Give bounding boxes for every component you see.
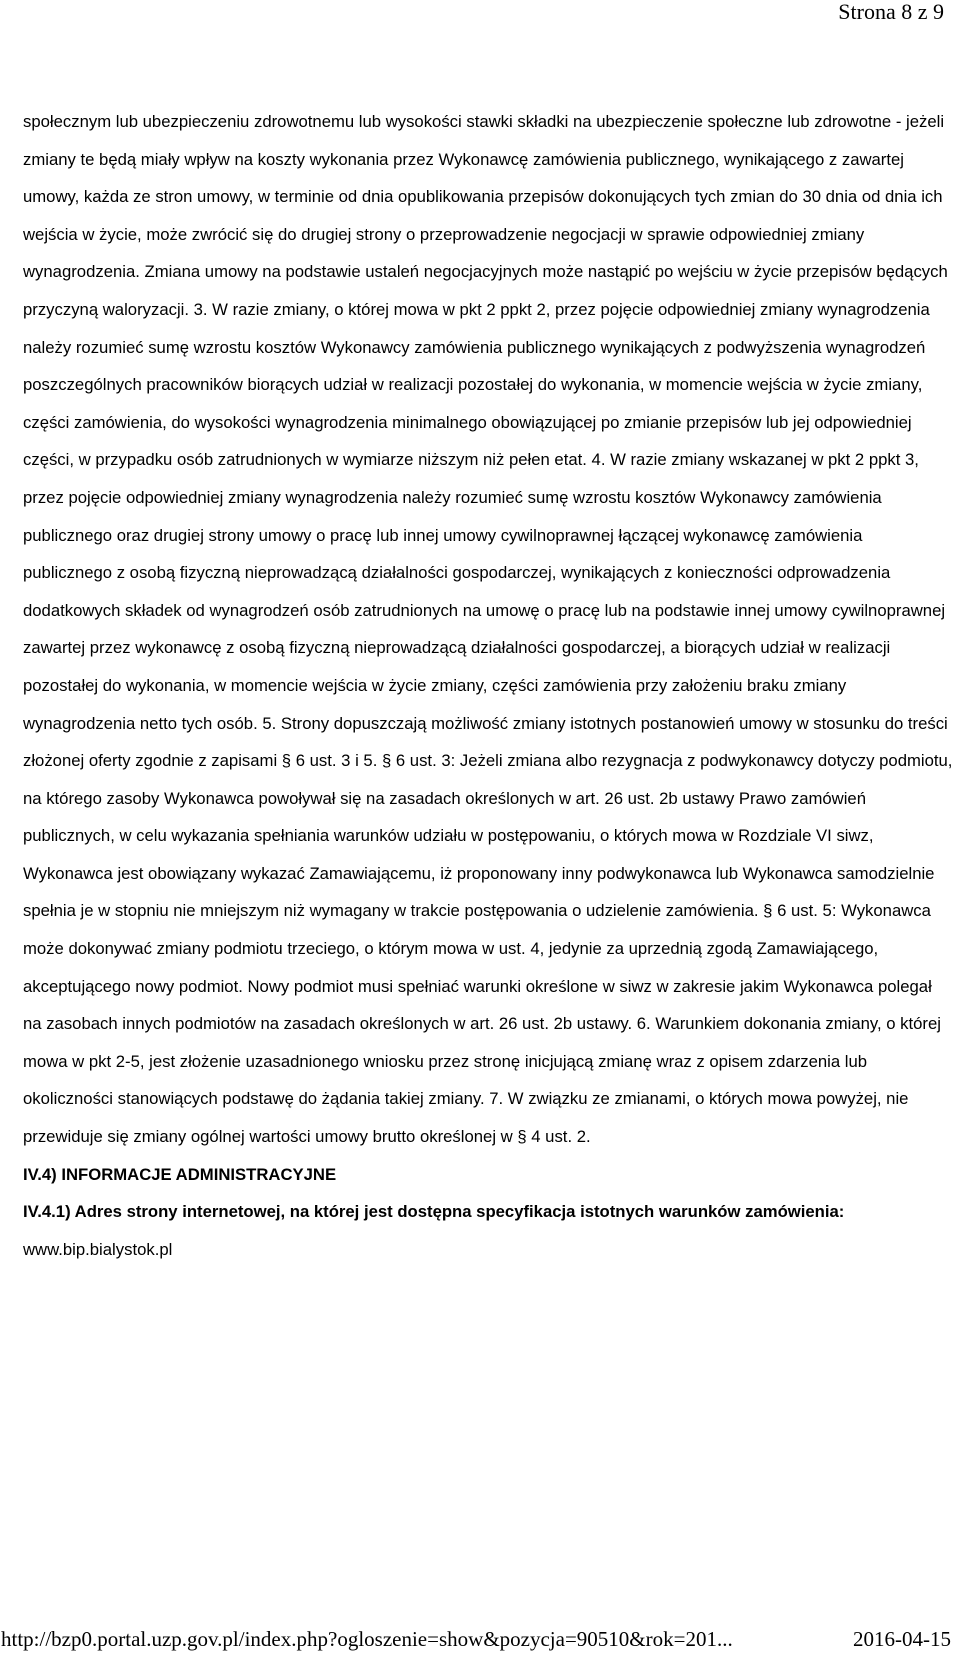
contract-changes-paragraph: społecznym lub ubezpieczeniu zdrowotnemu lub wysokości stawki składki na ubezpieczenie społeczne lub zdrowotne - jeżeli zmiany te będą miały wpływ na koszty wykonania przez Wykonawcę zamówienia publicznego, wynikającego z zawartej umowy, każda ze stron umowy, w terminie od dnia opublikowania przepisów dokonujących tych zmian do 30 dnia od dnia ich wejścia w życie, może zwrócić się do drugiej strony o przeprowadzenie negocjacji w sprawie odpowiedniej zmiany wynagrodzenia. Zmiana umowy na podstawie ustaleń negocjacyjnych może nastąpić po wejściu w życie przepisów będących przyczyną waloryzacji. 3. W razie zmiany, o której mowa w pkt 2 ppkt 2, przez pojęcie odpowiedniej zmiany wynagrodzenia należy rozumieć sumę wzrostu kosztów Wykonawcy zamówienia publicznego wynikających z podwyższenia wynagrodzeń poszczególnych pracowników biorących udział w realizacji pozostałej do wykonania, w momencie wejścia w życie zmiany, części zamówienia, do wysokości wynagrodzenia minimalnego obowiązującej po zmianie przepisów lub jej odpowiedniej części, w przypadku osób zatrudnionych w wymiarze niższym niż pełen etat. 4. W razie zmiany wskazanej w pkt 2 ppkt 3, przez pojęcie odpowiedniej zmiany wynagrodzenia należy rozumieć sumę wzrostu kosztów Wykonawcy zamówienia publicznego oraz drugiej strony umowy o pracę lub innej umowy cywilnoprawnej łączącej wykonawcę zamówienia publicznego z osobą fizyczną nieprowadzącą działalności gospodarczej, wynikających z konieczności odprowadzenia dodatkowych składek od wynagrodzeń osób zatrudnionych na umowę o pracę lub na podstawie innej umowy cywilnoprawnej zawartej przez wykonawcę z osobą fizyczną nieprowadzącą działalności gospodarczej, a biorących udział w realizacji pozostałej do wykonania, w momencie wejścia w życie zmiany, części zamówienia przy założeniu braku zmiany wynagrodzenia netto tych osób. 5. Strony dopuszczają możliwość zmiany istotnych postanowień umowy w stosunku do treści złożonej oferty zgodnie z zapisami § 6 ust. 3 i 5. § 6 ust. 3: Jeżeli zmiana albo rezygnacja z podwykonawcy dotyczy podmiotu, na którego zasoby Wykonawca powoływał się na zasadach określonych w art. 26 ust. 2b ustawy Prawo zamówień publicznych, w celu wykazania spełniania warunków udziału w postępowaniu, o których mowa w Rozdziale VI siwz, Wykonawca jest obowiązany wykazać Zamawiającemu, iż proponowany inny podwykonawca lub Wykonawca samodzielnie spełnia je w stopniu nie mniejszym niż wymagany w trakcie postępowania o udzielenie zamówienia. § 6 ust. 5: Wykonawca może dokonywać zmiany podmiotu trzeciego, o którym mowa w ust. 4, jedynie za uprzednią zgodą Zamawiającego, akceptującego nowy podmiot. Nowy podmiot musi spełniać warunki określone w siwz w zakresie jakim Wykonawca polegał na zasobach innych podmiotów na zasadach określonych w art. 26 ust. 2b ustawy. 6. Warunkiem dokonania zmiany, o której mowa w pkt 2-5, jest złożenie uzasadnionego wniosku przez stronę inicjującą zmianę wraz z opisem zdarzenia lub okoliczności stanowiących podstawę do żądania takiej zmiany. 7. W związku ze zmianami, o których mowa powyżej, nie przewiduje się zmiany ogólnej wartości umowy brutto określonej w § 4 ust. 2. (23, 112, 953, 1147)
spec-address-field (23, 1193, 953, 1268)
section-heading: IV.4) INFORMACJE ADMINISTRACYJNE (23, 1164, 337, 1184)
spec-address-url: www.bip.bialystok.pl (23, 1239, 173, 1259)
document-content (23, 103, 953, 1268)
spec-address-label: IV.4.1) Adres strony internetowej, na której jest dostępna specyfikacja istotnych warunków zamówienia: (23, 1202, 845, 1222)
page-footer (0, 1626, 960, 1652)
footer-date: 2016-04-15 (853, 1627, 951, 1651)
footer-url: http://bzp0.portal.uzp.gov.pl/index.php?ogloszenie=show&pozycja=90510&rok=201... (1, 1627, 733, 1651)
page-number-header: Strona 8 z 9 (838, 0, 944, 24)
